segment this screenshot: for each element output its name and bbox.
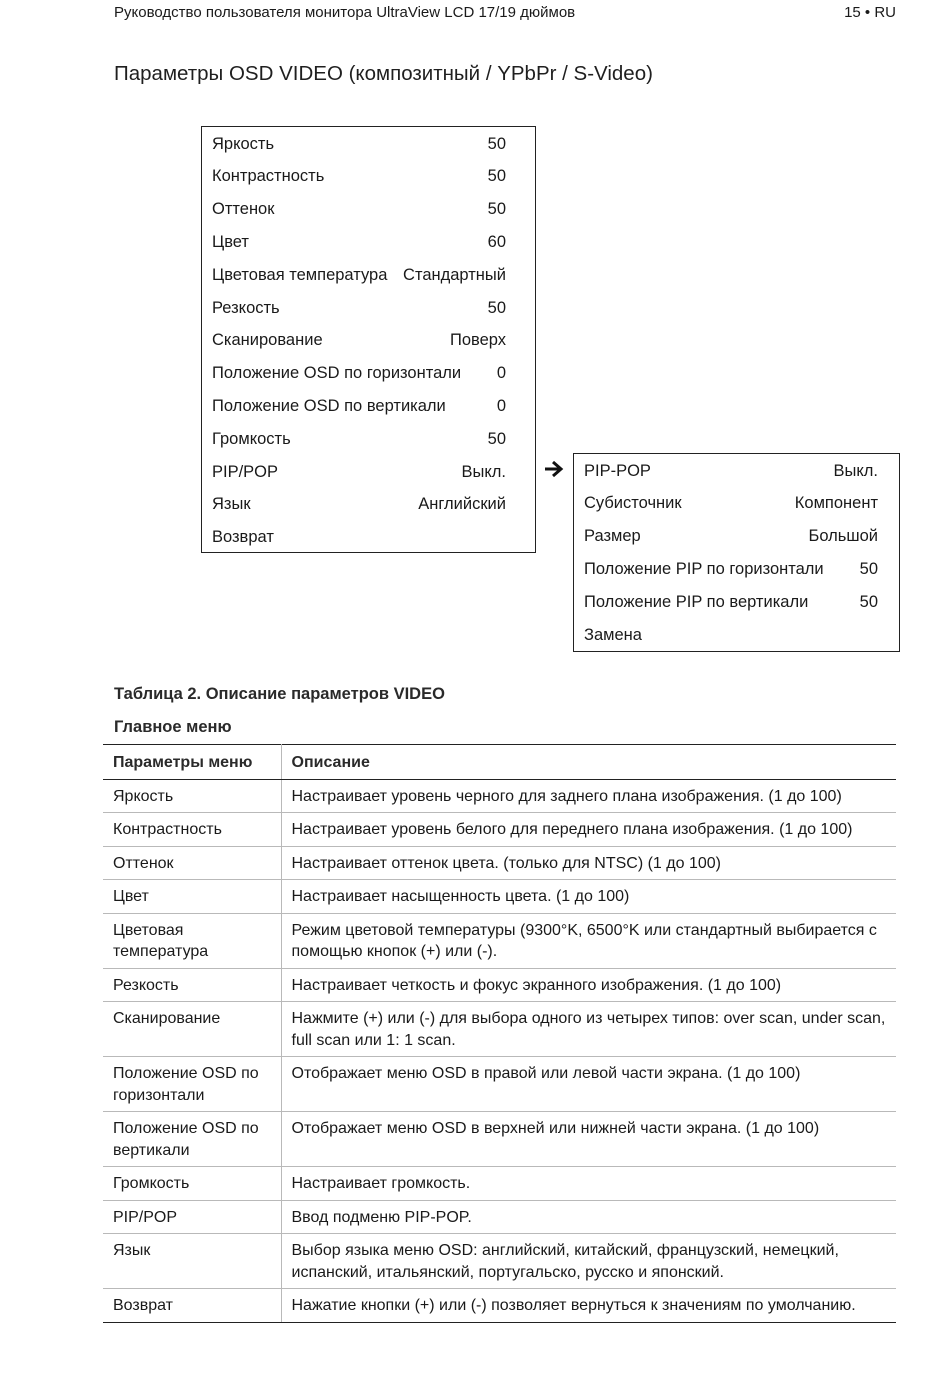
menu-item-label: Возврат — [212, 528, 274, 547]
menu-item-label: Сканирование — [212, 331, 323, 350]
main-menu-item[interactable] — [212, 325, 506, 357]
menu-item-label: PIP/POP — [212, 462, 279, 481]
menu-item-label: Цвет — [212, 232, 249, 251]
description-cell: Отображает меню OSD в верхней или нижней части экрана. (1 до 100) — [281, 1112, 896, 1167]
parameter-cell: Цветовая температура — [103, 913, 281, 968]
description-cell: Настраивает уровень черного для заднего плана изображения. (1 до 100) — [281, 779, 896, 813]
parameter-cell: Контрастность — [103, 813, 281, 847]
table-row — [103, 1112, 896, 1167]
menu-item-value: 50 — [487, 134, 506, 153]
menu-item-value: 60 — [487, 232, 506, 251]
section-title: Параметры OSD VIDEO (композитный / YPbPr / S-Video) — [114, 62, 653, 85]
menu-item-label: Оттенок — [212, 200, 275, 219]
main-menu-item[interactable] — [212, 489, 506, 521]
pip-menu-item[interactable] — [584, 521, 878, 553]
description-cell: Ввод подменю PIP-POP. — [281, 1200, 896, 1234]
main-menu-item[interactable] — [212, 456, 506, 488]
main-menu-item[interactable] — [212, 128, 506, 160]
parameter-cell: Положение OSD по вертикали — [103, 1112, 281, 1167]
right-arrow-icon — [543, 458, 565, 480]
menu-item-value: Английский — [418, 495, 506, 514]
description-cell: Режим цветовой температуры (9300°K, 6500°K или стандартный выбирается с помощью кнопок (+) или (-). — [281, 913, 896, 968]
menu-item-label: Цветовая температура — [212, 265, 388, 284]
menu-item-label: Язык — [212, 495, 251, 514]
description-cell: Настраивает оттенок цвета. (только для NTSC) (1 до 100) — [281, 846, 896, 880]
osd-pip-submenu — [573, 453, 900, 652]
description-cell: Отображает меню OSD в правой или левой части экрана. (1 до 100) — [281, 1057, 896, 1112]
menu-item-label: Положение PIP по горизонтали — [584, 559, 824, 578]
description-cell: Нажмите (+) или (-) для выбора одного из четырех типов: over scan, under scan, full scan или 1: 1 scan. — [281, 1002, 896, 1057]
main-menu-item[interactable] — [212, 259, 506, 291]
menu-item-label: Размер — [584, 527, 641, 546]
description-cell: Выбор языка меню OSD: английский, китайский, французский, немецкий, испанский, итальянский, португальско, русско и японский. — [281, 1234, 896, 1289]
menu-item-label: Положение OSD по горизонтали — [212, 364, 462, 383]
page-number: 15 • RU — [844, 4, 896, 21]
menu-item-value: 50 — [487, 167, 506, 186]
pip-menu-item[interactable] — [584, 586, 878, 618]
menu-item-label: PIP-POP — [584, 461, 651, 480]
menu-item-value: Выкл. — [833, 461, 878, 480]
parameter-cell: Цвет — [103, 880, 281, 914]
main-menu-item[interactable] — [212, 161, 506, 193]
description-cell: Настраивает насыщенность цвета. (1 до 100) — [281, 880, 896, 914]
header-description: Описание — [281, 745, 896, 780]
table-row — [103, 913, 896, 968]
menu-item-value: 50 — [487, 200, 506, 219]
table-row — [103, 1200, 896, 1234]
main-menu-item[interactable] — [212, 390, 506, 422]
description-cell: Настраивает четкость и фокус экранного изображения. (1 до 100) — [281, 968, 896, 1002]
menu-item-value: Большой — [808, 527, 878, 546]
menu-item-value: 0 — [496, 396, 506, 415]
description-cell: Настраивает уровень белого для переднего плана изображения. (1 до 100) — [281, 813, 896, 847]
menu-item-value: Стандартный — [403, 265, 506, 284]
menu-item-value: 50 — [859, 592, 878, 611]
menu-item-label: Положение OSD по вертикали — [212, 396, 446, 415]
parameter-cell: Положение OSD по горизонтали — [103, 1057, 281, 1112]
main-menu-item[interactable] — [212, 522, 506, 554]
main-menu-item[interactable] — [212, 226, 506, 258]
table-row — [103, 1002, 896, 1057]
table-row — [103, 779, 896, 813]
table-row — [103, 968, 896, 1002]
parameter-cell: Резкость — [103, 968, 281, 1002]
menu-item-value: Компонент — [794, 494, 878, 513]
description-cell: Нажатие кнопки (+) или (-) позволяет вернуться к значениям по умолчанию. — [281, 1289, 896, 1323]
parameter-cell: PIP/POP — [103, 1200, 281, 1234]
menu-item-label: Контрастность — [212, 167, 325, 186]
table-row — [103, 1234, 896, 1289]
menu-item-label: Резкость — [212, 298, 280, 317]
table-row — [103, 813, 896, 847]
menu-item-value: 0 — [496, 364, 506, 383]
table-row — [103, 1289, 896, 1323]
main-menu-item[interactable] — [212, 358, 506, 390]
menu-item-label: Яркость — [212, 134, 275, 153]
parameter-cell: Оттенок — [103, 846, 281, 880]
table-row — [103, 1167, 896, 1201]
pip-menu-item[interactable] — [584, 488, 878, 520]
osd-main-menu — [201, 126, 536, 553]
table-row — [103, 1057, 896, 1112]
menu-item-value: 50 — [487, 298, 506, 317]
parameter-cell: Громкость — [103, 1167, 281, 1201]
main-menu-item[interactable] — [212, 194, 506, 226]
pip-menu-item[interactable] — [584, 553, 878, 585]
document-title: Руководство пользователя монитора UltraView LCD 17/19 дюймов — [114, 4, 576, 21]
table-caption: Таблица 2. Описание параметров VIDEO — [114, 685, 445, 703]
table-subcaption: Главное меню — [114, 718, 232, 736]
menu-item-value: 50 — [859, 559, 878, 578]
menu-item-label: Громкость — [212, 429, 291, 448]
parameter-cell: Яркость — [103, 779, 281, 813]
table-row — [103, 846, 896, 880]
pip-menu-item[interactable] — [584, 619, 878, 651]
main-menu-item[interactable] — [212, 292, 506, 324]
description-cell: Настраивает громкость. — [281, 1167, 896, 1201]
main-menu-item[interactable] — [212, 423, 506, 455]
header-parameter: Параметры меню — [103, 745, 281, 780]
parameter-cell: Возврат — [103, 1289, 281, 1323]
menu-item-label: Субисточник — [584, 494, 682, 513]
parameters-table — [103, 744, 896, 1323]
parameter-cell: Сканирование — [103, 1002, 281, 1057]
menu-item-value: Выкл. — [461, 462, 506, 481]
menu-item-label: Замена — [584, 625, 642, 644]
menu-item-value: 50 — [487, 429, 506, 448]
page-header — [114, 4, 896, 26]
menu-item-value: Поверх — [449, 331, 506, 350]
table-header-row — [103, 745, 896, 780]
parameter-cell: Язык — [103, 1234, 281, 1289]
menu-item-label: Положение PIP по вертикали — [584, 592, 809, 611]
table-row — [103, 880, 896, 914]
pip-menu-item[interactable] — [584, 455, 878, 487]
